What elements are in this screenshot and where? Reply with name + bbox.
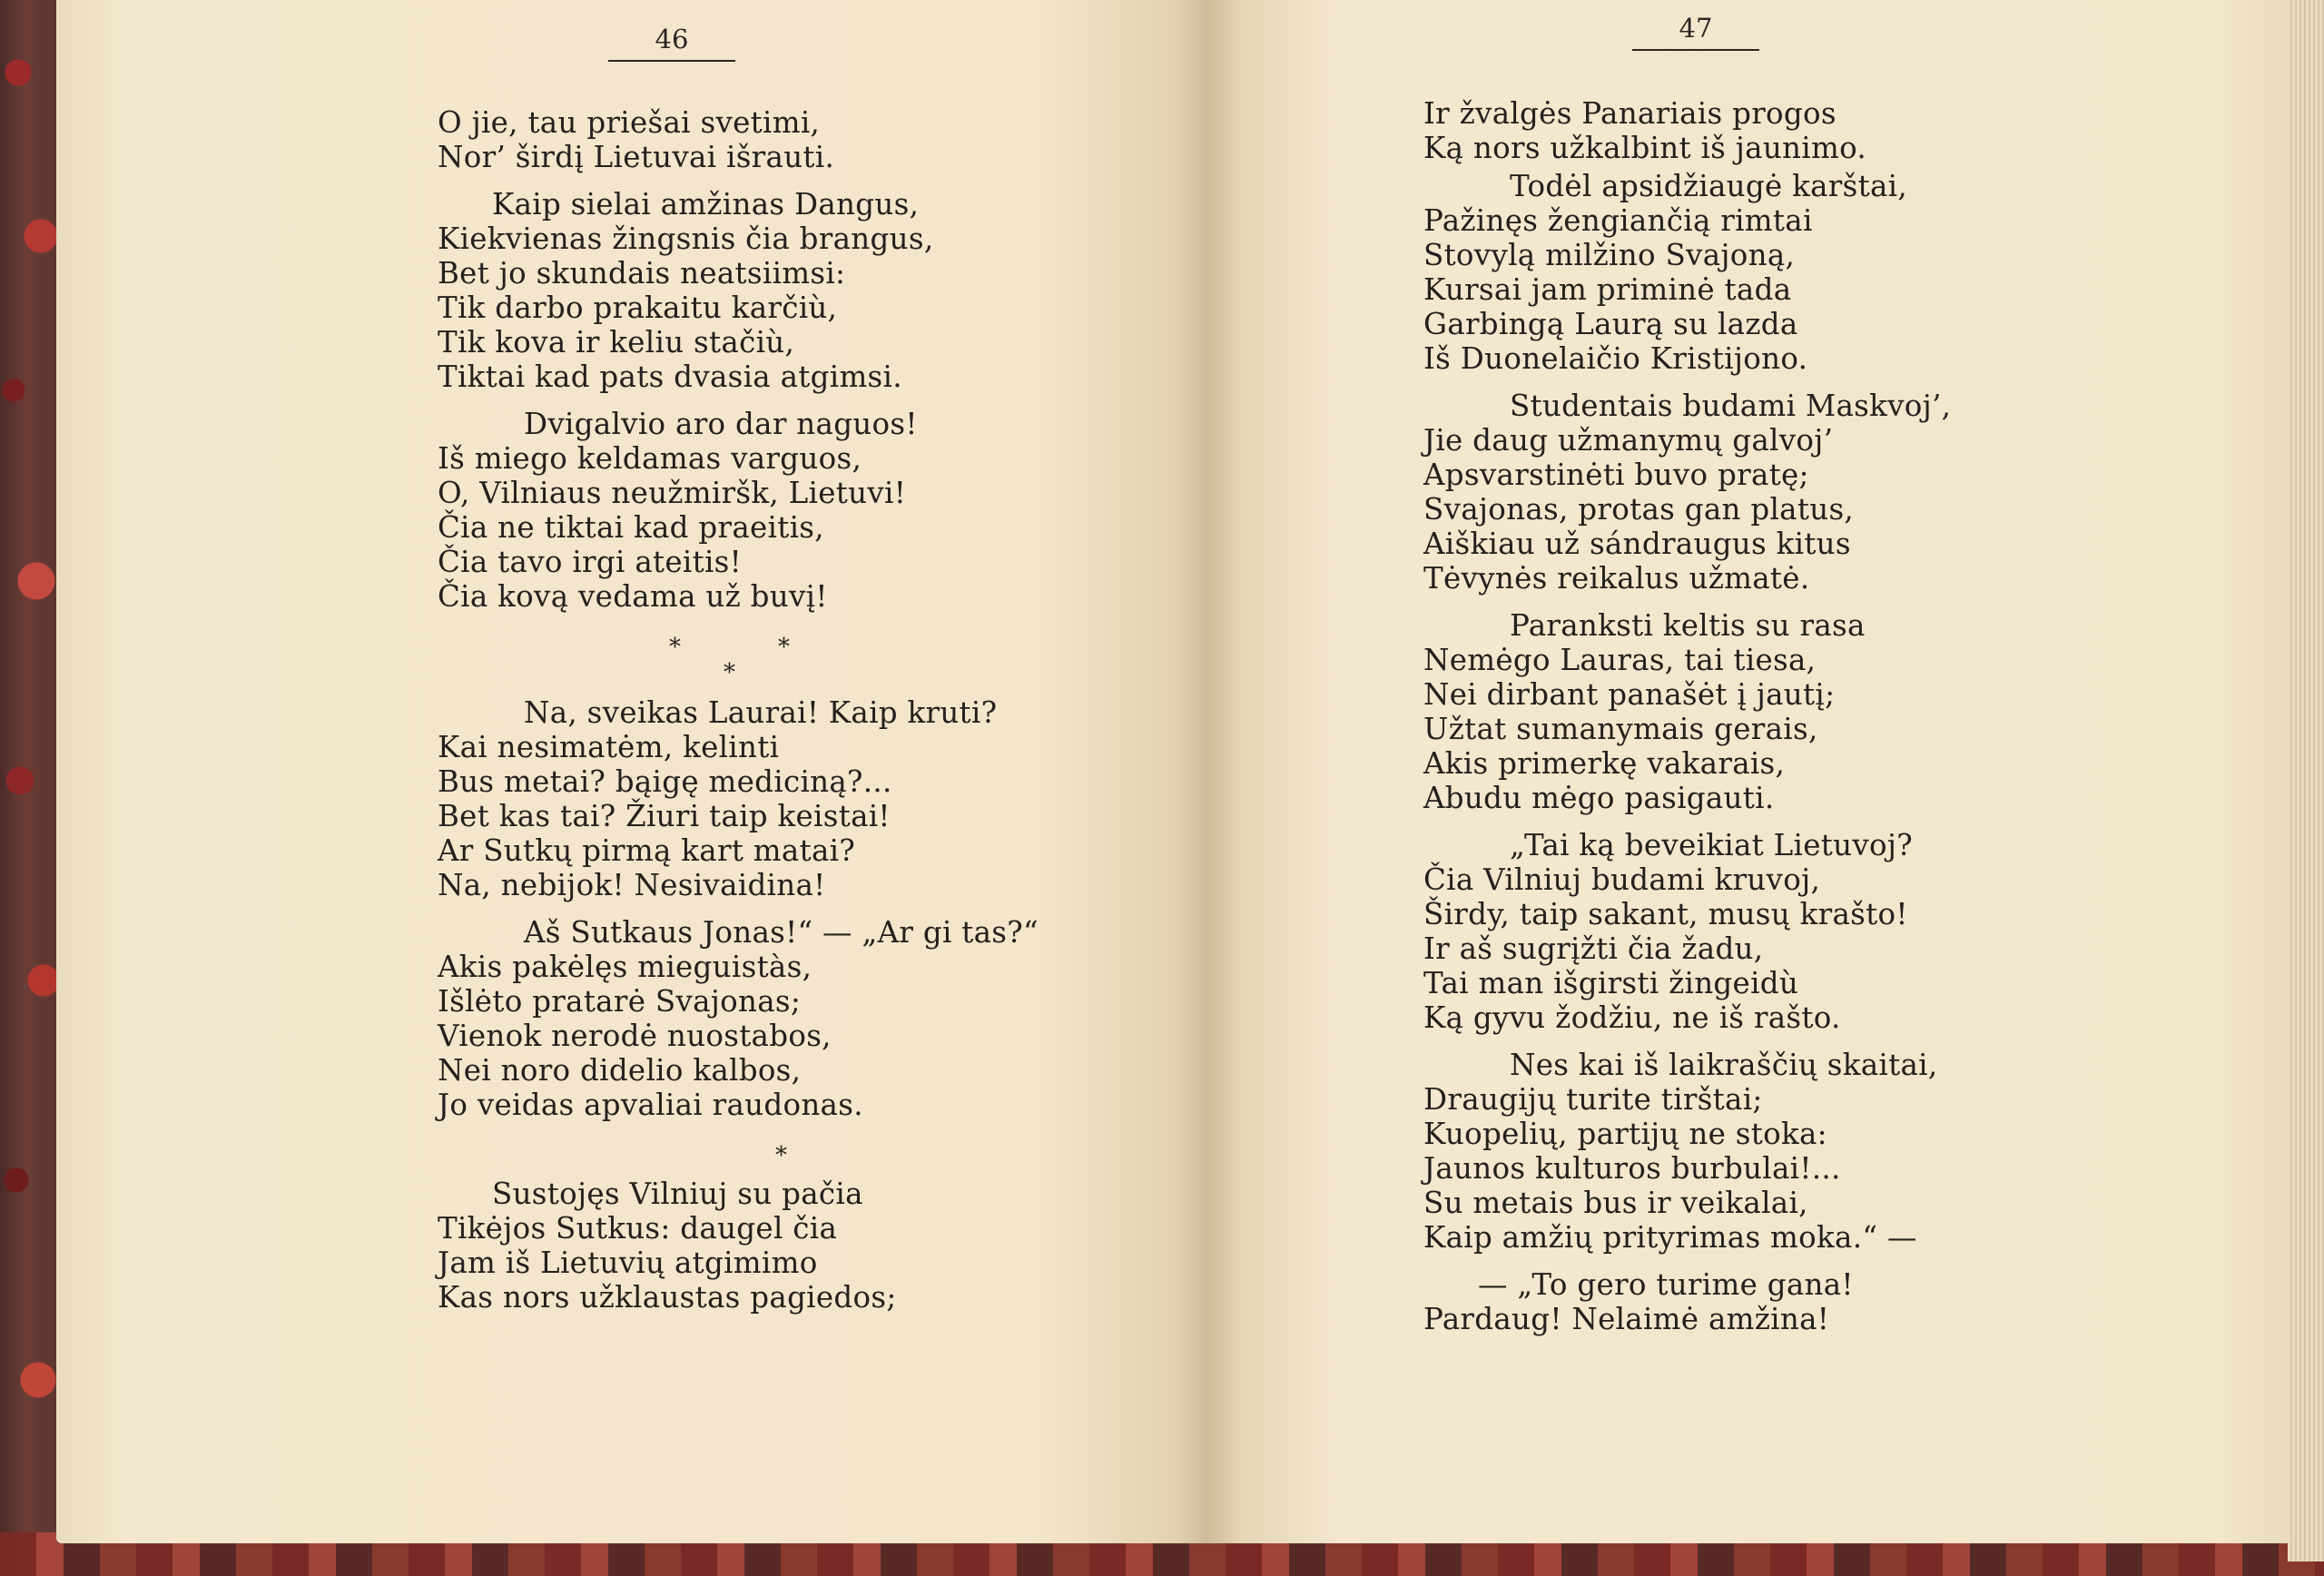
- verse-line: Akis primerkę vakarais,: [1423, 746, 1786, 781]
- verse-line: Jam iš Lietuvių atgimimo: [438, 1246, 818, 1280]
- star-ornament: *: [775, 1142, 788, 1169]
- verse-line: Čia ne tiktai kad praeitis,: [438, 510, 824, 545]
- section-separator-star: [438, 1135, 1128, 1177]
- verse-line: Kas nors užklaustas pagiedos;: [438, 1280, 897, 1315]
- verse-line: O jie, tau priešai svetimi,: [438, 105, 821, 140]
- verse-line: Ką gyvu žodžiu, ne iš rašto.: [1423, 1000, 1841, 1035]
- section-separator-stars: [438, 626, 1128, 695]
- stanza: [438, 105, 1128, 174]
- verse-line: O, Vilniaus neužmiršk, Lietuvi!: [438, 476, 907, 510]
- verse-line: Kuopelių, partijų ne stoka:: [1423, 1117, 1827, 1151]
- verse-line: Garbingą Laurą su lazda: [1423, 307, 1798, 341]
- verse-line: Bus metai? bąigę mediciną?...: [438, 764, 892, 799]
- verse-line: Nei noro didelio kalbos,: [438, 1053, 802, 1088]
- stanza: [1423, 1267, 2077, 1336]
- verse-line: Tikėjos Sutkus: daugel čia: [438, 1211, 838, 1246]
- stanza: [438, 695, 1128, 902]
- verse-line: Ir aš sugrįžti čia žadu,: [1423, 931, 1764, 966]
- verse-line: Jo veidas apvaliai raudonas.: [438, 1088, 863, 1122]
- stanza: [1423, 1048, 2077, 1255]
- verse-line: Bet jo skundais neatsiimsi:: [438, 256, 846, 291]
- verse-line: Pažinęs žengiančią rimtai: [1423, 203, 1813, 238]
- verse-line: Todėl apsidžiaugė karštai,: [1510, 169, 1907, 203]
- verse-line: Na, nebijok! Nesivaidina!: [438, 868, 826, 902]
- verse-line: Ką nors užkalbint iš jaunimo.: [1423, 131, 1867, 165]
- verse-line: Abudu mėgo pasigauti.: [1423, 781, 1775, 815]
- verse-line: Tėvynės reikalus užmatė.: [1423, 561, 1810, 596]
- verse-line: Širdy, taip sakant, musų krašto!: [1423, 897, 1908, 931]
- verse-line: Jie daug užmanymų galvoj’: [1423, 423, 1834, 458]
- verse-line: Iš miego keldamas varguos,: [438, 441, 862, 476]
- verse-line: Išlėto pratarė Svajonas;: [438, 984, 802, 1019]
- verse-line: Akis pakėlęs mieguistàs,: [438, 950, 812, 984]
- verse-line: Nemėgo Lauras, tai tiesa,: [1423, 643, 1817, 677]
- marbled-cover-left: [0, 0, 64, 1576]
- star-ornament: *: [724, 659, 736, 686]
- verse-line: Ar Sutkų pirmą kart matai?: [438, 833, 856, 868]
- right-page-text: [1423, 96, 2077, 1349]
- verse-line: Nei dirbant panašėt į jautį;: [1423, 677, 1836, 712]
- verse-line: — „To gero turime gana!: [1478, 1267, 1854, 1302]
- verse-line: Jaunos kulturos burbulai!...: [1423, 1151, 1841, 1186]
- page-number-right: 47: [1632, 13, 1759, 51]
- verse-line: Čia kovą vedama už buvį!: [438, 579, 828, 614]
- verse-line: Čia Vilniuj budami kruvoj,: [1423, 862, 1821, 897]
- verse-line: Ir žvalgės Panariais progos: [1423, 96, 1837, 131]
- verse-line: Kursai jam priminė tada: [1423, 272, 1792, 307]
- verse-line: Svajonas, protas gan platus,: [1423, 492, 1855, 527]
- stanza: [1423, 828, 2077, 1035]
- stanza: [1423, 169, 2077, 376]
- verse-line: Nor’ širdį Lietuvai išrauti.: [438, 140, 835, 174]
- stanza: [1423, 96, 2077, 165]
- verse-line: Su metais bus ir veikalai,: [1423, 1186, 1808, 1220]
- stanza: [438, 187, 1128, 394]
- verse-line: Sustojęs Vilniuj su pačia: [492, 1177, 863, 1211]
- left-page-text: [438, 105, 1128, 1327]
- verse-line: Tai man išgirsti žingeidù: [1423, 966, 1799, 1000]
- verse-line: Užtat sumanymais gerais,: [1423, 712, 1818, 746]
- verse-line: Na, sveikas Laurai! Kaip kruti?: [524, 695, 998, 730]
- verse-line: Dvigalvio aro dar naguos!: [524, 407, 918, 441]
- stanza: [438, 1177, 1128, 1315]
- verse-line: Kaip sielai amžinas Dangus,: [492, 187, 920, 222]
- verse-line: Iš Duonelaičio Kristijono.: [1423, 341, 1808, 376]
- verse-line: Tiktai kad pats dvasia atgimsi.: [438, 360, 902, 394]
- page-edges: [2288, 0, 2324, 1561]
- verse-line: Paranksti keltis su rasa: [1510, 608, 1866, 643]
- stanza: [1423, 389, 2077, 596]
- verse-line: Kai nesimatėm, kelinti: [438, 730, 780, 764]
- verse-line: Kiekvienas žingsnis čia brangus,: [438, 222, 934, 256]
- verse-line: Kaip amžių prityrimas moka.“ —: [1423, 1220, 1917, 1255]
- verse-line: Stovylą milžino Svajoną,: [1423, 238, 1796, 272]
- verse-line: Tik darbo prakaitu karčiù,: [438, 291, 838, 325]
- verse-line: Čia tavo irgi ateitis!: [438, 545, 742, 579]
- page-number-left: 46: [608, 24, 735, 62]
- verse-line: Apsvarstinėti buvo pratę;: [1423, 458, 1809, 492]
- verse-line: Tik kova ir keliu stačiù,: [438, 325, 795, 360]
- verse-line: Vienok nerodė nuostabos,: [438, 1019, 832, 1053]
- verse-line: Aš Sutkaus Jonas!“ — „Ar gi tas?“: [524, 915, 1039, 950]
- verse-line: Bet kas tai? Žiuri taip keistai!: [438, 799, 891, 833]
- verse-line: Draugijų turite tirštai;: [1423, 1082, 1763, 1117]
- star-ornament: *: [778, 634, 791, 661]
- verse-line: Aiškiau už sándraugus kitus: [1423, 527, 1851, 561]
- stanza: [1423, 608, 2077, 815]
- verse-line: Nes kai iš laikraščių skaitai,: [1510, 1048, 1938, 1082]
- verse-line: „Tai ką beveikiat Lietuvoj?: [1510, 828, 1913, 862]
- stanza: [438, 407, 1128, 614]
- stanza: [438, 915, 1128, 1122]
- verse-line: Studentais budami Maskvoj’,: [1510, 389, 1952, 423]
- star-ornament: *: [669, 634, 682, 661]
- verse-line: Pardaug! Nelaimė amžina!: [1423, 1302, 1830, 1336]
